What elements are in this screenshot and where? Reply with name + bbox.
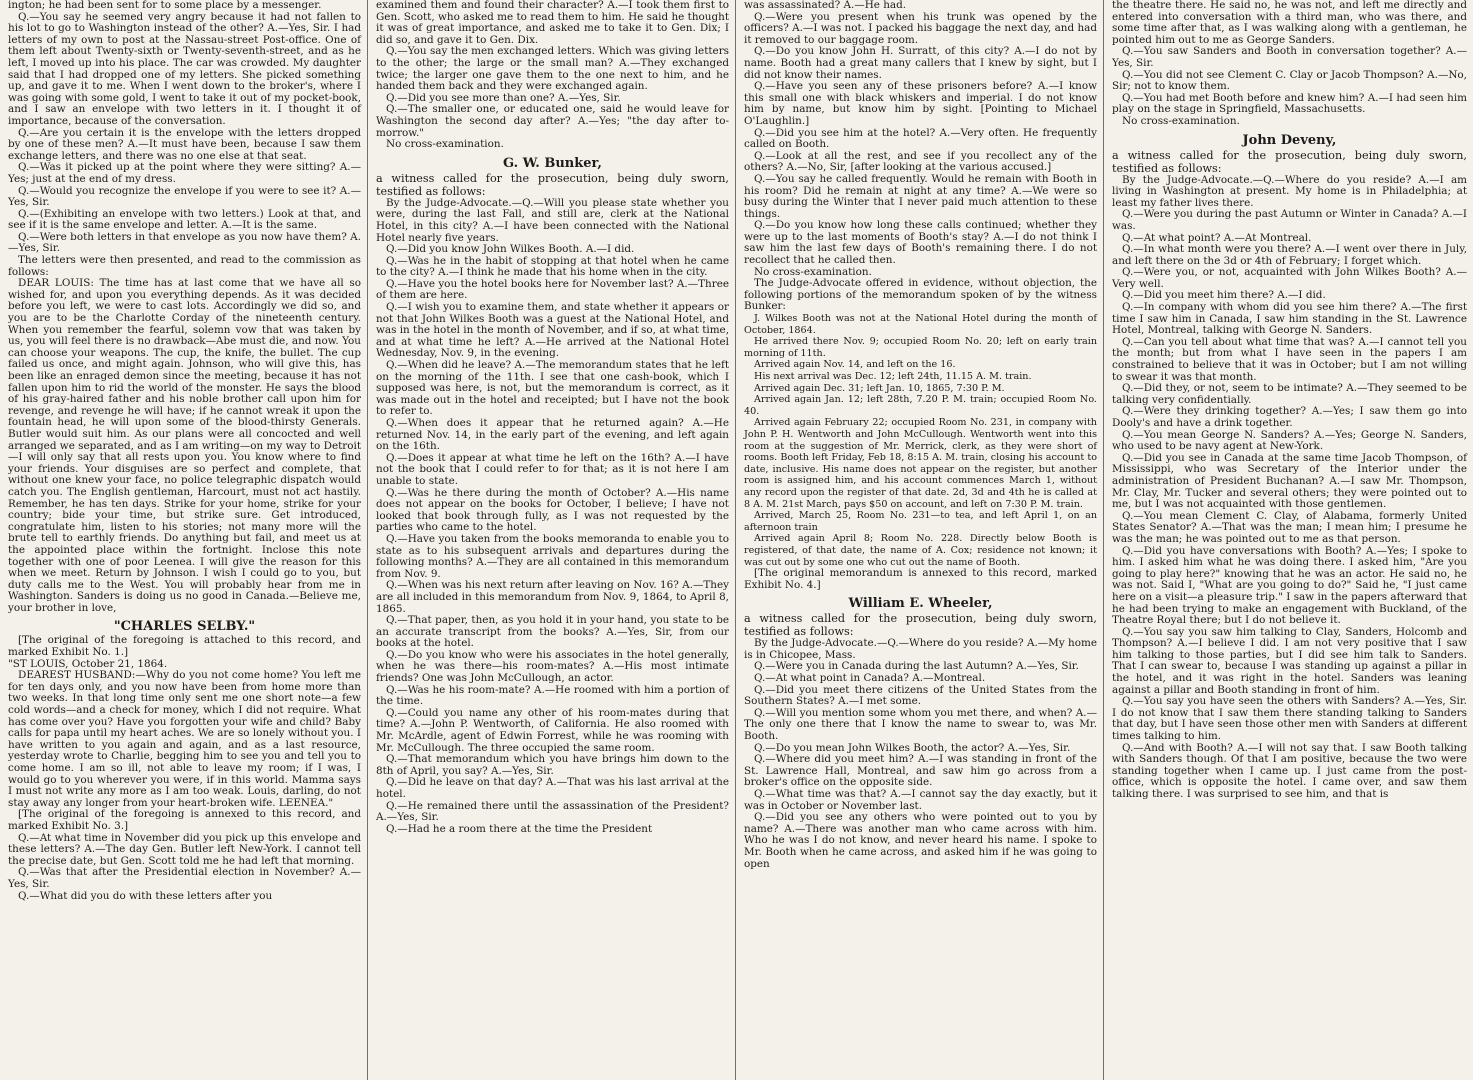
column-paragraph: Q.—You had met Booth before and knew him? A.—I had seen him play on the stage in Springfield, Massachusetts. bbox=[1112, 91, 1467, 116]
column-paragraph: Q.—Will you mention some whom you met there, and when? A.—The only one there that I know the name to swear to, was Mr. Booth. bbox=[744, 706, 1097, 743]
column-paragraph: Q.—That memorandum which you have brings him down to the 8th of April, you say? A.—Yes, Sir. bbox=[376, 753, 729, 777]
column-paragraph: By the Judge-Advocate.—Q.—Where do you reside? A.—I am living in Washington at present. My home is in Philadelphia; at least my father lives there. bbox=[1112, 173, 1467, 209]
column-paragraph: By the Judge-Advocate.—Q.—Will you please state whether you were, during the last Fall, and still are, clerk at the National Hotel, in this city? A.—I have been connected with the National Hotel nearly five years. bbox=[376, 196, 729, 244]
column-paragraph: J. Wilkes Booth was not at the National Hotel during the month of October, 1864. bbox=[744, 313, 1097, 336]
column-paragraph: Q.—Did they, or not, seem to be intimate? A.—They seemed to be talking very confidentially. bbox=[1112, 382, 1467, 406]
witness-heading: "CHARLES SELBY." bbox=[113, 619, 256, 635]
column-paragraph: Q.—You saw Sanders and Booth in conversation together? A.—Yes, Sir. bbox=[1112, 45, 1467, 69]
column-paragraph: Q.—Look at all the rest, and see if you recollect any of the others? A.—No, Sir, [after looking at the various accused.] bbox=[744, 149, 1097, 174]
column-paragraph: Q.—Did you see in Canada at the same time Jacob Thompson, of Mississippi, who was Secretary of the Interior under the administration of President Buchanan? A.—I saw Mr. Thompson, Mr. Clay, Mr. Tucker and several others; they were pointed out to me, but I was not acquainted with those gentlemen. bbox=[1112, 451, 1467, 511]
column-paragraph: [The original of the foregoing is attached to this record, and marked Exhibit No. 1.] bbox=[8, 634, 361, 659]
column-paragraph: Arrived again Dec. 31; left Jan. 10, 1865, 7:30 P. M. bbox=[754, 382, 1005, 394]
column-paragraph: Q.—At what time in November did you pick up this envelope and these letters? A.—The day Gen. Butler left New-York. I cannot tell the precise date, but Gen. Scott told me he had left that morning. bbox=[8, 831, 361, 867]
column-paragraph: His next arrival was Dec. 12; left 24th, 11.15 A. M. train. bbox=[754, 371, 1032, 382]
column-paragraph: was assassinated? A.—He had. bbox=[744, 0, 907, 11]
column-paragraph: Q.—Can you tell about what time that was? A.—I cannot tell you the month; but from what I have seen in the papers I am constrained to believe that it was in October; but I am not willing to swear it was that month. bbox=[1112, 335, 1467, 383]
witness-intro: a witness called for the prosecution, being duly sworn, testified as follows: bbox=[1112, 148, 1467, 175]
column-paragraph: Q.—Did you know John Wilkes Booth. A.—I did. bbox=[386, 243, 635, 256]
column-paragraph: The Judge-Advocate offered in evidence, without objection, the following portions of the memorandum spoken of by the witness Bunker: bbox=[744, 277, 1097, 313]
column-paragraph: Q.—Did he leave on that day? A.—That was his last arrival at the hotel. bbox=[376, 776, 729, 800]
column-paragraph: Q.—At what point? A.—At Montreal. bbox=[1122, 231, 1312, 244]
column-paragraph: "ST LOUIS, October 21, 1864. bbox=[8, 657, 168, 670]
column-paragraph: Q.—You say the men exchanged letters. Which was giving letters to the other; the large or the small man? A.—They exchanged twice; the larger one gave them to the one next to him, and he handed them back and they were exchanged again. bbox=[376, 45, 729, 93]
column-paragraph: Q.—Would you recognize the envelope if you were to see it? A.—Yes, Sir. bbox=[8, 184, 361, 209]
column-paragraph: [The original of the foregoing is annexed to this record, and marked Exhibit No. 3.] bbox=[8, 808, 361, 832]
column-paragraph: Q.—Are you certain it is the envelope with the letters dropped by one of these men? A.—It must have been, because I saw them exchange letters, and there was no one else at that seat. bbox=[8, 126, 361, 162]
column-paragraph: Q.—Have you seen any of these prisoners before? A.—I know this small one with black whiskers and imperial. I do not know him by name, but know him by sight. [Pointing to Michael O'Laughlin.] bbox=[744, 80, 1097, 127]
column-paragraph: The letters were then presented, and read to the commission as follows: bbox=[8, 254, 361, 278]
column-paragraph: Q.—Could you name any other of his room-mates during that time? A.—John P. Wentworth, of California. He also roomed with Mr. McArdle, agent of Edwin Forrest, while he was rooming with Mr. McCullough. The three occupied the same room. bbox=[376, 706, 729, 754]
column-paragraph: Q.—What time was that? A.—I cannot say the day exactly, but it was in October or November last. bbox=[744, 788, 1097, 812]
column-paragraph: Q.—When was his next return after leaving on Nov. 16? A.—They are all included in this memorandum from Nov. 9, 1864, to April 8, 1865. bbox=[376, 579, 729, 615]
column-paragraph: Q.—You say you saw him talking to Clay, Sanders, Holcomb and Thompson? A.—I believe I did. I am not very positive that I saw him talking to those parties, but I did see him talk to Sanders. That I can swear to, because I was standing up against a pillar in the hotel, and it was right in the hotel. Sanders was leaning against a pillar and Booth standing in front of him. bbox=[1112, 625, 1467, 696]
column-paragraph: Q.—Did you see more than one? A.—Yes, Sir. bbox=[386, 91, 621, 104]
column-paragraph: Q.—He remained there until the assassination of the President? A.—Yes, Sir. bbox=[376, 799, 729, 824]
column-paragraph: Q.—I wish you to examine them, and state whether it appears or not that John Wilkes Booth was a guest at the National Hotel, and was in the hotel in the month of November, and if so, at what time, and at what time he left? A.—He arrived at the National Hotel Wednesday, Nov. 9, in the evening. bbox=[376, 301, 729, 360]
column-paragraph: By the Judge-Advocate.—Q.—Where do you reside? A.—My home is in Chicopee, Mass. bbox=[744, 637, 1097, 661]
column-paragraph: Q.—When did he leave? A.—The memorandum states that he left on the morning of the 11th. I see that one cash-book, which I supposed was here, is not, but the memorandum is correct, as it was made out in the hotel and receipted; but I have not the book to refer to. bbox=[376, 359, 729, 418]
column-paragraph: Q.—You did not see Clement C. Clay or Jacob Thompson? A.—No, Sir; not to know them. bbox=[1112, 68, 1467, 93]
column-paragraph: DEAREST HUSBAND:—Why do you not come home? You left me for ten days only, and you now have been from home more than two weeks. In that long time only sent me one short note—a few cold words—and a check for money, which I did not require. What has come over you? Have you forgotten your wife and child? Baby calls for papa until my heart aches. We are so lonely without you. I have written to you again and again, and as a last resource, yesterday wrote to Charlie, begging him to see you and tell you to come home. I am so ill, not able to leave my room; if I was, I would go to you wherever you were, if in this world. Mamma says I must not write any more as I am too weak. Louis, darling, do not stay away any longer from your heart-broken wife. LEENEA." bbox=[8, 669, 361, 809]
witness-intro: a witness called for the prosecution, being duly sworn, testified as follows: bbox=[376, 171, 729, 198]
column-paragraph: Q.—You say he called frequently. Would he remain with Booth in his room? Did he remain at night at any time? A.—We were so busy during the Winter that I never paid much attention to these things. bbox=[744, 172, 1097, 220]
column-paragraph: Q.—You mean Clement C. Clay, of Alabama, formerly United States Senator? A.—That was the man; I mean him; I presume he was the man; he was pointed out to me as that person. bbox=[1112, 509, 1467, 545]
column-paragraph: Arrived again April 8; Room No. 228. Directly below Booth is registered, of that date, the name of A. Cox; residence not known; it was cut out by some one who cut out the name of Booth. bbox=[744, 533, 1097, 568]
column-4 bbox=[1104, 0, 1473, 1080]
column-paragraph: Q.—That paper, then, as you hold it in your hand, you state to be an accurate transcript from the books? A.—Yes, Sir, from our books at the hotel. bbox=[376, 614, 729, 650]
witness-heading: G. W. Bunker, bbox=[503, 155, 602, 171]
witness-heading: William E. Wheeler, bbox=[848, 596, 993, 612]
column-2 bbox=[368, 0, 736, 1080]
column-paragraph: Q.—You say he seemed very angry because it had not fallen to his lot to go to Washington instead of the other? A.—Yes, Sir. I had letters of my own to post at the Nassau-street Post-office. One of them left about Twenty-sixth or Twenty-seventh-street, and as he left, I moved up into his place. The car was crowded. My daughter said that I had dropped one of my letters. She picked something up, and gave it to me. When I went down to the broker's, where I was going with some gold, I went to take it out of my pocket-book, and I saw an envelope with two letters in it. I thought it of importance, because of the conversation. bbox=[8, 10, 361, 127]
column-paragraph: Arrived again Nov. 14, and left on the 16. bbox=[754, 359, 956, 371]
column-paragraph: Q.—Were you, or not, acquainted with John Wilkes Booth? A.—Very well. bbox=[1112, 266, 1467, 290]
column-paragraph: DEAR LOUIS: The time has at last come that we have all so wished for, and upon you everything depends. As it was decided before you left, we were to cast lots. Accordingly we did so, and you are to be the Charlotte Corday of the nineteenth century. When you remember the fearful, solemn vow that was taken by us, you will feel there is no drawback—Abe must die, and now. You can choose your weapons. The cup, the knife, the bullet. The cup failed us once, and might again. Johnson, who will give this, has been like an enraged demon since the meeting, because it has not fallen upon him to rid the world of the monster. He says the blood of his gray-haired father and his noble brother call upon him for revenge, and revenge he will have; if he cannot wreak it upon the fountain head, he will upon some of the blood-thirsty Generals. Butler would suit him. As our plans were all concocted and well arranged we separated, and as I am writing—on my way to Detroit—I will only say that all rests upon you. You know where to find your friends. Your disguises are so perfect and complete, that without one knew your face, no police telegraphic dispatch would catch you. The English gentleman, Harcourt, must not act hastily. Remember, he has ten days. Strike for your home, strike for your country; bide your time, but strike sure. Get introduced, congratulate him, listen to his stories; not many more will the brute tell to earthly friends. Do anything but fail, and meet us at the appointed place within the fortnight. Inclose this note together with one of poor Leenea. I will give the reason for this when we meet. Return by Johnson. I wish I could go to you, but duty calls me to the West. You will probably hear from me in Washington. Sanders is doing us no good in Canada.—Believe me, your brother in love, bbox=[8, 277, 361, 614]
column-paragraph: [The original memorandum is annexed to this record, marked Exhibit No. 4.] bbox=[744, 567, 1097, 591]
column-paragraph: Q.—In company with whom did you see him there? A.—The first time I saw him in Canada, I saw him standing in the St. Lawrence Hotel, Montreal, talking with George N. Sanders. bbox=[1112, 301, 1467, 337]
witness-intro: a witness called for the prosecution, being duly sworn, testified as follows: bbox=[744, 612, 1097, 639]
column-paragraph: Q.—Were both letters in that envelope as you now have them? A.—Yes, Sir. bbox=[8, 230, 361, 255]
column-paragraph: Q.—Does it appear at what time he left on the 16th? A.—I have not the book that I could refer to for that; as it is not here I am unable to state. bbox=[376, 451, 729, 487]
column-paragraph: ington; he had been sent for to some place by a messenger. bbox=[8, 0, 322, 11]
column-paragraph: Q.—You mean George N. Sanders? A.—Yes; George N. Sanders, who used to be navy agent at New-York. bbox=[1112, 428, 1467, 453]
column-paragraph: Q.—Have you the hotel books here for November last? A.—Three of them are here. bbox=[376, 277, 729, 302]
column-paragraph: Q.—Were you present when his trunk was opened by the officers? A.—I was not. I packed his baggage the next day, and had it removed to our baggage room. bbox=[744, 10, 1097, 46]
column-paragraph: Q.—You say you have seen the others with Sanders? A.—Yes, Sir. I do not know that I saw them there standing talking to Sanders that day, but I have seen those other men with Sanders at different times talking to him. bbox=[1112, 695, 1467, 743]
column-paragraph: Q.—Do you know how long these calls continued; whether they were up to the last moments of Booth's stay? A.—I do not think I saw him the last few days of Booth's remaining there. I do not recollect that he called then. bbox=[744, 219, 1097, 267]
column-paragraph: No cross-examination. bbox=[386, 138, 504, 151]
column-paragraph: Q.—Have you taken from the books memoranda to enable you to state as to his subsequent arrivals and departures during the following months? A.—They are all contained in this memorandum from Nov. 9. bbox=[376, 532, 729, 580]
column-paragraph: He arrived there Nov. 9; occupied Room No. 20; left on early train morning of 11th. bbox=[744, 336, 1097, 359]
column-paragraph: Q.—In what month were you there? A.—I went over there in July, and left there on the 3d or 4th of February; I forget which. bbox=[1112, 243, 1467, 267]
column-paragraph: Q.—Did you see him at the hotel? A.—Very often. He frequently called on Booth. bbox=[744, 126, 1097, 151]
column-paragraph: Q.—Was it picked up at the point where they were sitting? A.—Yes; just at the end of my dress. bbox=[8, 161, 361, 185]
column-paragraph: Q.—At what point in Canada? A.—Montreal. bbox=[754, 672, 986, 685]
column-paragraph: Q.—Did you have conversations with Booth? A.—Yes; I spoke to him. I asked him what he was doing there. I asked him, "Are you going to play here?" knowing that he was an actor. He said no, he was not. Said I, "What are you going to do?" Said he, "I just came here on a visit—a pleasure trip." I saw in the papers afterward that he had been trying to make an engagement with Buckland, of the Theatre Royal there; but I do not believe it. bbox=[1112, 544, 1467, 627]
column-paragraph: No cross-examination. bbox=[1122, 114, 1240, 127]
column-paragraph: Q.—Was he there during the month of October? A.—His name does not appear on the books for October, I believe; I have not looked that book through fully, as I was not requested by the parties who came to the hotel. bbox=[376, 486, 729, 534]
column-paragraph: Q.—Was he in the habit of stopping at that hotel when he came to the city? A.—I think he made that his home when in the city. bbox=[376, 254, 729, 279]
column-paragraph: Q.—(Exhibiting an envelope with two letters.) Look at that, and see if it is the same envelope and letter. A.—It is the same. bbox=[8, 207, 361, 232]
column-3 bbox=[736, 0, 1104, 1080]
column-paragraph: Q.—What did you do with these letters after you bbox=[18, 889, 273, 902]
column-paragraph: Arrived, March 25, Room No. 231—to tea, and left April 1, on an afternoon train bbox=[744, 510, 1097, 533]
witness-heading: John Deveny, bbox=[1242, 132, 1337, 148]
column-paragraph: Q.—And with Booth? A.—I will not say that. I saw Booth talking with Sanders though. Of that I am positive, because the two were standing together when I came up. I just came from the post-office, which is opposite the hotel. I came over, and saw them talking there. I was surprised to see him, and that is bbox=[1112, 741, 1467, 800]
column-1 bbox=[0, 0, 368, 1080]
column-paragraph: Q.—Where did you meet him? A.—I was standing in front of the St. Lawrence Hall, Montreal, and saw him go across from a broker's office on the opposite side. bbox=[744, 753, 1097, 789]
column-paragraph: Q.—Do you know who were his associates in the hotel generally, when he was there—his room-mates? A.—His most intimate friends? One was John McCullough, an actor. bbox=[376, 648, 729, 685]
column-paragraph: Q.—Was he his room-mate? A.—He roomed with him a portion of the time. bbox=[376, 683, 729, 708]
column-paragraph: Arrived again February 22; occupied Room No. 231, in company with John P. H. Wentworth and John McCullough. Wentworth went into this room at the suggestion of Mr. Merrick, clerk, as they were short of rooms. Booth left Friday, Feb 18, 8:15 A. M. train, closing his account to date, inclusive. His name does not appear on the register, but another room is assigned him, and his account commences March 1, without any record upon the register of that date. 2d, 3d and 4th he is called at 8 A. M. 21st March, pays $50 on account, and left on 7:30 P. M. train. bbox=[744, 417, 1097, 510]
column-paragraph: Q.—Did you see any others who were pointed out to you by name? A.—There was another man who came across with him. Who he was I do not know, and never heard his name. I spoke to Mr. Booth when he came across, and asked him if he was going to open bbox=[744, 811, 1097, 870]
column-paragraph: Q.—Do you mean John Wilkes Booth, the actor? A.—Yes, Sir. bbox=[754, 741, 1071, 754]
column-paragraph: Q.—Did you meet him there? A.—I did. bbox=[1122, 289, 1326, 302]
column-paragraph: Q.—Were you during the past Autumn or Winter in Canada? A.—I was. bbox=[1112, 208, 1467, 232]
column-paragraph: Q.—Had he a room there at the time the President bbox=[386, 822, 653, 835]
column-paragraph: Q.—The smaller one, or educated one, said he would leave for Washington the second day after? A.—Yes; "the day after to-morrow." bbox=[376, 103, 729, 139]
column-paragraph: Q.—When does it appear that he returned again? A.—He returned Nov. 14, in the early part of the evening, and left again on the 16th. bbox=[376, 417, 729, 453]
column-paragraph: No cross-examination. bbox=[754, 265, 872, 278]
column-paragraph: examined them and found their character? A.—I took them first to Gen. Scott, who asked me to read them to him. He said he thought it was of great importance, and asked me to take it to Gen. Dix; I did so, and gave it to Gen. Dix. bbox=[376, 0, 729, 46]
column-paragraph: Arrived again Jan. 12; left 28th, 7.20 P. M. train; occupied Room No. 40. bbox=[744, 394, 1097, 417]
column-paragraph: Q.—Did you meet there citizens of the United States from the Southern States? A.—I met some. bbox=[744, 683, 1097, 708]
column-paragraph: Q.—Was that after the Presidential election in November? A.—Yes, Sir. bbox=[8, 866, 361, 890]
column-paragraph: Q.—Were they drinking together? A.—Yes; I saw them go into Dooly's and have a drink together. bbox=[1112, 405, 1467, 429]
column-paragraph: Q.—Do you know John H. Surratt, of this city? A.—I do not by name. Booth had a great many callers that I knew by sight, but I did not know their names. bbox=[744, 45, 1097, 81]
column-paragraph: the theatre there. He said no, he was not, and left me directly and entered into conversation with a third man, who was there, and some time after that, as I was walking along with a gentleman, he pointed him out to me as George Sanders. bbox=[1112, 0, 1467, 46]
column-paragraph: Q.—Were you in Canada during the last Autumn? A.—Yes, Sir. bbox=[754, 660, 1079, 673]
